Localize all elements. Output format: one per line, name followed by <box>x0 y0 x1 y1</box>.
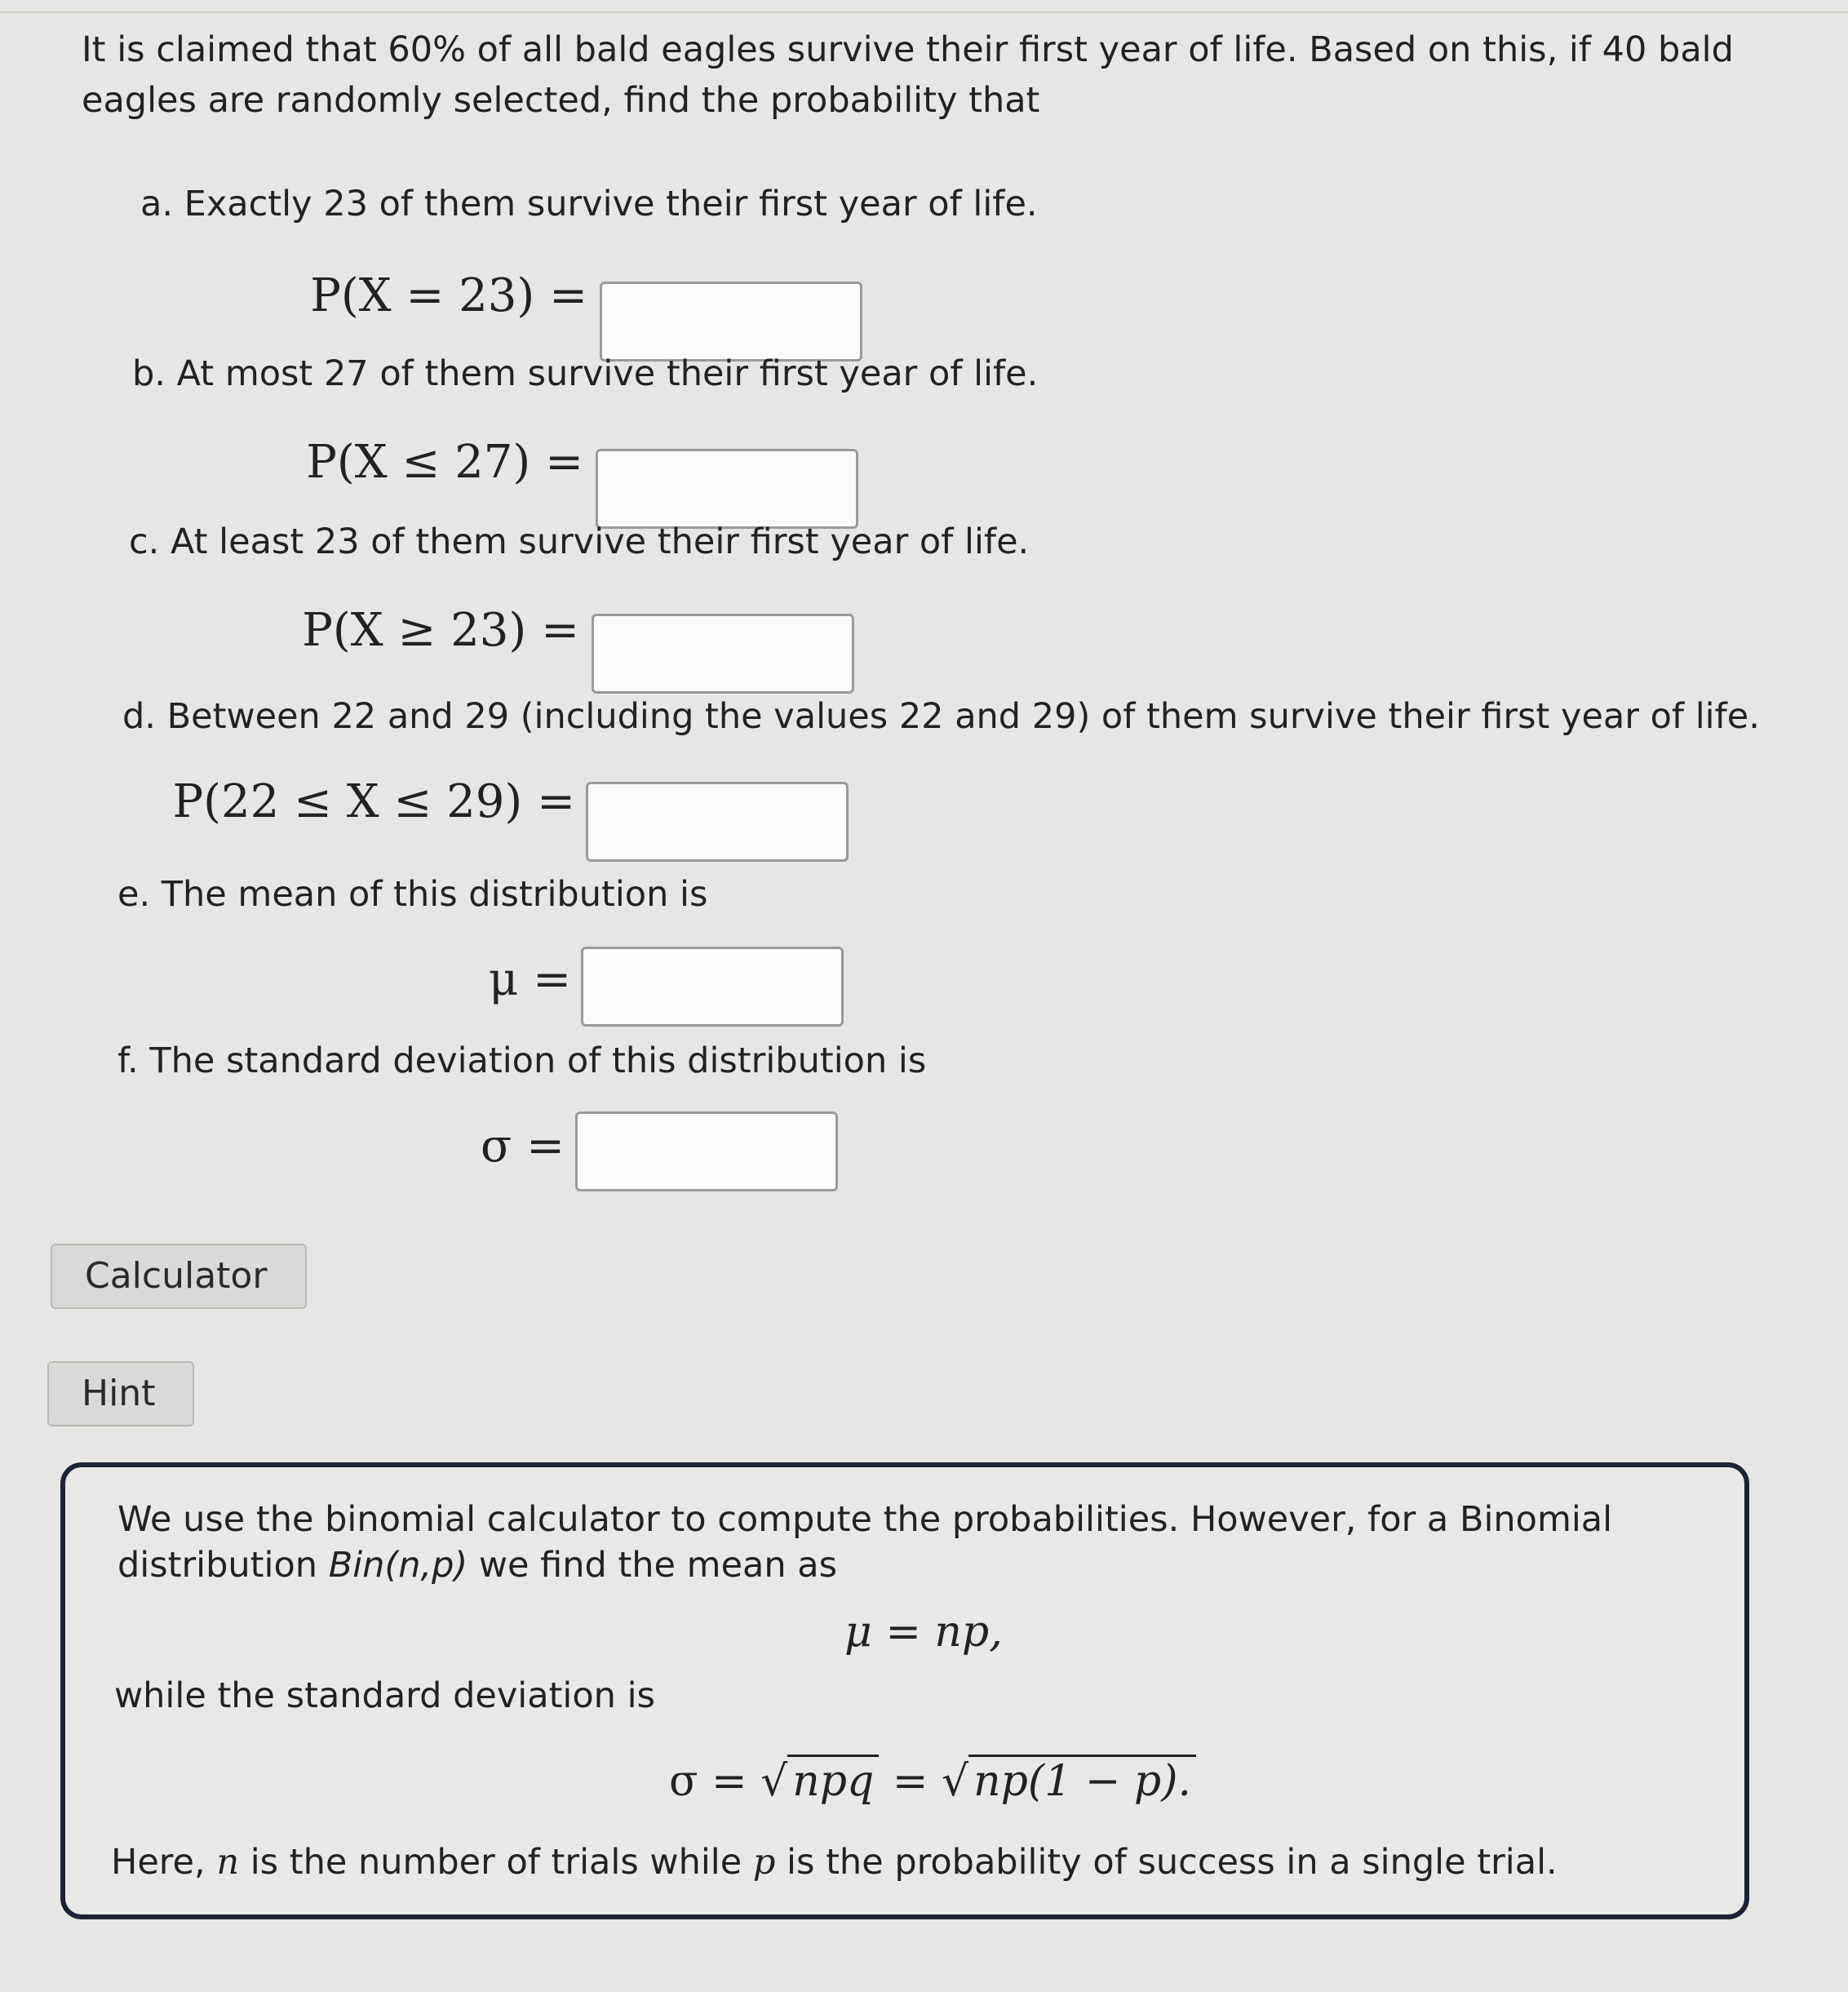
hint-line-3: while the standard deviation is <box>114 1675 655 1716</box>
question-d-expr: P(22 ≤ X ≤ 29) = <box>172 775 575 828</box>
sqrt-icon: √ <box>942 1757 969 1806</box>
hint-line-1: We use the binomial calculator to compute the probabilities. However, for a Binomial <box>117 1499 1613 1540</box>
question-f-expr: σ = <box>481 1120 565 1173</box>
question-c-expr: P(X ≥ 23) = <box>302 604 579 657</box>
hint-line-4-c: is the probability of success in a single trial. <box>775 1842 1558 1883</box>
hint-line-2-suffix: we find the mean as <box>468 1545 838 1586</box>
question-a-expr: P(X = 23) = <box>310 269 587 322</box>
sd-root-2: np(1 − p). <box>973 1757 1192 1806</box>
p-symbol: p <box>752 1842 776 1883</box>
answer-sd-input[interactable] <box>575 1111 838 1191</box>
question-b-label: b. At most 27 of them survive their first year of life. <box>132 353 1039 394</box>
hint-line-4-a: Here, <box>111 1842 217 1883</box>
answer-d-input[interactable] <box>586 782 849 862</box>
question-f-label: f. The standard deviation of this distribution is <box>117 1040 927 1081</box>
question-b-expr: P(X ≤ 27) = <box>306 436 583 489</box>
question-e-label: e. The mean of this distribution is <box>117 874 708 915</box>
hint-panel <box>60 1462 1749 1919</box>
binomial-notation: Bin(n,p) <box>328 1545 468 1586</box>
problem-intro: It is claimed that 60% of all bald eagles survive their first year of life. Based on this, if 40 bald eagles are randomly selected, find the probability that <box>82 29 1734 121</box>
question-e-expr: μ = <box>488 953 571 1006</box>
answer-b-input[interactable] <box>596 449 858 529</box>
hint-line-4-b: is the number of trials while <box>239 1842 753 1883</box>
sd-eq: = <box>892 1757 928 1806</box>
top-divider <box>0 11 1848 13</box>
sd-formula <box>669 1755 1196 1806</box>
hint-line-2-prefix: distribution <box>117 1545 329 1586</box>
calculator-button[interactable]: Calculator <box>51 1244 307 1309</box>
hint-button[interactable]: Hint <box>47 1361 194 1426</box>
question-d-label: d. Between 22 and 29 (including the values 22 and 29) of them survive their first year of life. <box>122 696 1760 737</box>
sd-lhs: σ = <box>669 1757 747 1806</box>
answer-mean-input[interactable] <box>581 947 844 1027</box>
n-symbol: n <box>216 1842 240 1883</box>
mean-formula: μ = np, <box>844 1608 1003 1657</box>
sd-root-1: npq <box>792 1757 875 1806</box>
sqrt-icon: √ <box>760 1757 788 1806</box>
question-a-label: a. Exactly 23 of them survive their first year of life. <box>140 184 1038 224</box>
answer-c-input[interactable] <box>592 614 854 694</box>
answer-a-input[interactable] <box>600 282 862 362</box>
question-c-label: c. At least 23 of them survive their first year of life. <box>129 521 1030 562</box>
hint-line-4 <box>111 1839 1558 1885</box>
hint-line-2 <box>117 1542 837 1588</box>
